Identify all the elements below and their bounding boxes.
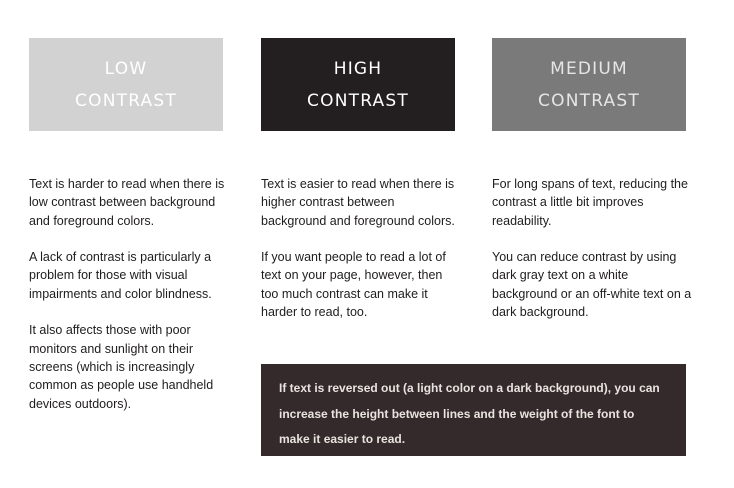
high-contrast-column <box>261 175 461 340</box>
medium-contrast-paragraph-2: You can reduce contrast by using dark gray text on a white background or an off-white text on a dark background. <box>492 250 692 320</box>
low-contrast-swatch <box>29 38 223 131</box>
reversed-text-callout <box>261 364 686 456</box>
medium-contrast-paragraph-1: For long spans of text, reducing the contrast a little bit improves readability. <box>492 177 688 228</box>
callout-text: If text is reversed out (a light color on a dark background), you can increase the height between lines and the weight of the font to make it easier to read. <box>279 381 660 446</box>
medium-contrast-swatch-line1: MEDIUM <box>550 58 628 79</box>
medium-contrast-swatch-line2: CONTRAST <box>538 90 640 111</box>
high-contrast-paragraph-1: Text is easier to read when there is higher contrast between background and foreground colors. <box>261 177 455 228</box>
low-contrast-paragraph-2: A lack of contrast is particularly a problem for those with visual impairments and color blindness. <box>29 250 212 301</box>
high-contrast-swatch-line2: CONTRAST <box>307 90 409 111</box>
medium-contrast-column <box>492 175 692 340</box>
medium-contrast-swatch <box>492 38 686 131</box>
high-contrast-paragraph-2: If you want people to read a lot of text on your page, however, then too much contrast can make it harder to read, too. <box>261 250 446 320</box>
high-contrast-swatch <box>261 38 455 131</box>
low-contrast-swatch-line2: CONTRAST <box>75 90 177 111</box>
low-contrast-column <box>29 175 229 431</box>
low-contrast-paragraph-3: It also affects those with poor monitors and sunlight on their screens (which is increasingly common as people use handheld devices outdoors). <box>29 323 214 411</box>
high-contrast-swatch-line1: HIGH <box>333 58 383 79</box>
low-contrast-swatch-line1: LOW <box>104 58 148 79</box>
low-contrast-paragraph-1: Text is harder to read when there is low contrast between background and foreground colors. <box>29 177 225 228</box>
